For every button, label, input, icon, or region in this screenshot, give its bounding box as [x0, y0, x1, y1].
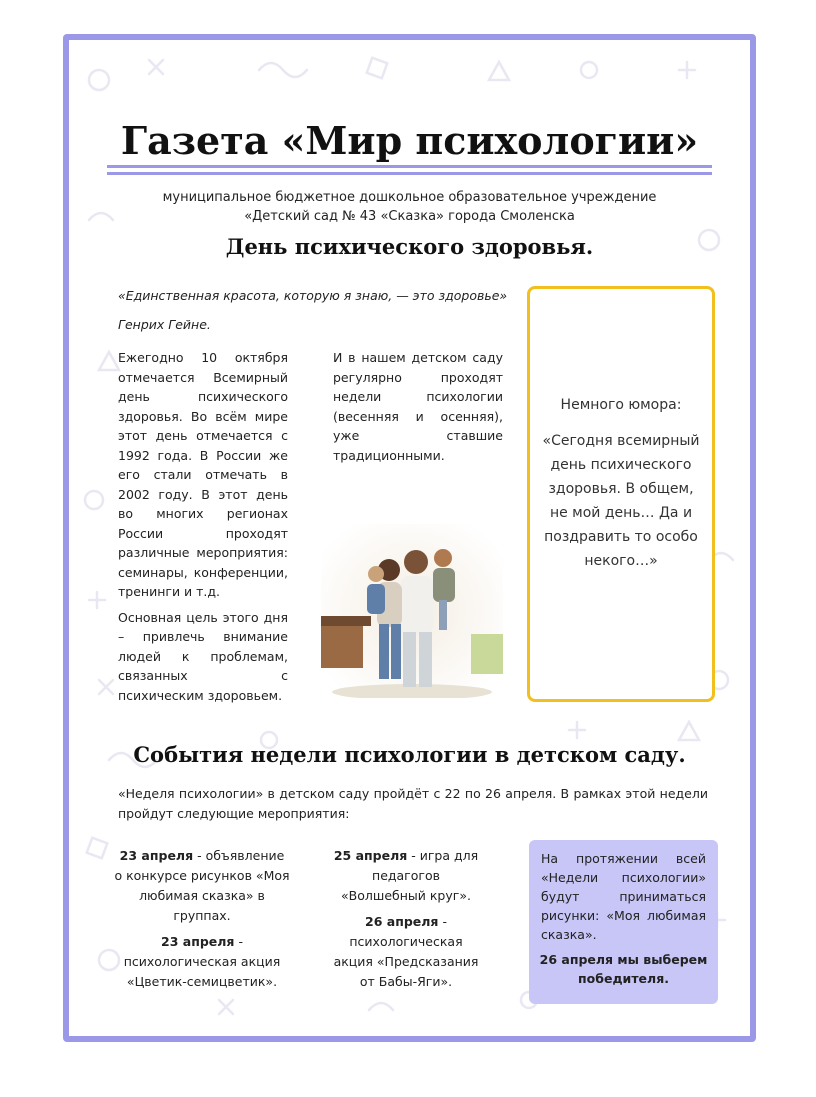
humor-label: Немного юмора: — [560, 397, 682, 413]
humor-box — [527, 286, 715, 702]
events-intro: «Неделя психологии» в детском саду пройдёт с 22 по 26 апреля. В рамках этой недели пройдут следующие мероприятия: — [118, 786, 708, 821]
page-frame — [63, 34, 756, 1042]
event-item — [331, 846, 481, 906]
events-left-column — [114, 846, 290, 998]
section2-heading: События недели психологии в детском саду. — [133, 742, 686, 767]
epigraph-quote: «Единственная красота, которую я знаю, — это здоровье» — [118, 288, 508, 303]
event-item — [114, 932, 290, 992]
section1-heading: День психического здоровья. — [225, 234, 594, 259]
paragraph: Ежегодно 10 октября отмечается Всемирный день психического здоровья. Во всём мире этот день отмечается с 1992 года. В России же его стали отмечать в 2002 году. В этот день во многих регионах России проходят различные мероприятия: семинары, конференции, тренинги и т.д. — [118, 350, 288, 599]
title-rule-bottom — [107, 172, 712, 175]
event-text: - игра для педагогов «Волшебный круг». — [341, 848, 479, 903]
event-text: - объявление о конкурсе рисунков «Моя любимая сказка» в группах. — [114, 848, 290, 923]
paragraph: Основная цель этого дня – привлечь внимание людей к проблемам, связанных с психическим здоровьем. — [118, 609, 288, 703]
event-date: 25 апреля — [333, 848, 408, 863]
event-date: 23 апреля — [119, 848, 194, 863]
event-item — [114, 846, 290, 926]
contest-winner: 26 апреля мы выберем победителя. — [539, 952, 708, 986]
humor-text: «Сегодня всемирный день психического здоровья. В общем, не мой день… Да и поздравить то особо некого…» — [542, 433, 700, 569]
event-text: - психологическая акция «Цветик-семицветик». — [123, 934, 281, 989]
event-date: 23 апреля — [161, 934, 235, 949]
family-photo — [321, 524, 503, 698]
org-line-1: муниципальное бюджетное дошкольное образовательное учреждение — [162, 190, 657, 205]
title-rule-top — [107, 165, 712, 168]
epigraph-author: Генрих Гейне. — [118, 317, 211, 332]
newspaper-title: Газета «Мир психологии» — [120, 118, 699, 163]
event-text: - психологическая акция «Предсказания от Бабы-Яги». — [333, 914, 479, 989]
org-line-2: «Детский сад № 43 «Сказка» города Смоленска — [244, 209, 575, 224]
contest-text: На протяжении всей «Недели психологии» будут приниматься рисунки: «Моя любимая сказка». — [541, 851, 706, 942]
contest-info-box — [529, 840, 718, 1004]
event-date: 26 апреля — [365, 914, 439, 929]
event-item — [331, 912, 481, 992]
organization-name — [69, 188, 750, 226]
article-middle-column — [333, 348, 503, 471]
paragraph: И в нашем детском саду регулярно проходят недели психологии (весенняя и осенняя), уже ставшие традиционными. — [333, 350, 503, 463]
article-left-column — [118, 348, 288, 711]
events-middle-column — [331, 846, 481, 998]
